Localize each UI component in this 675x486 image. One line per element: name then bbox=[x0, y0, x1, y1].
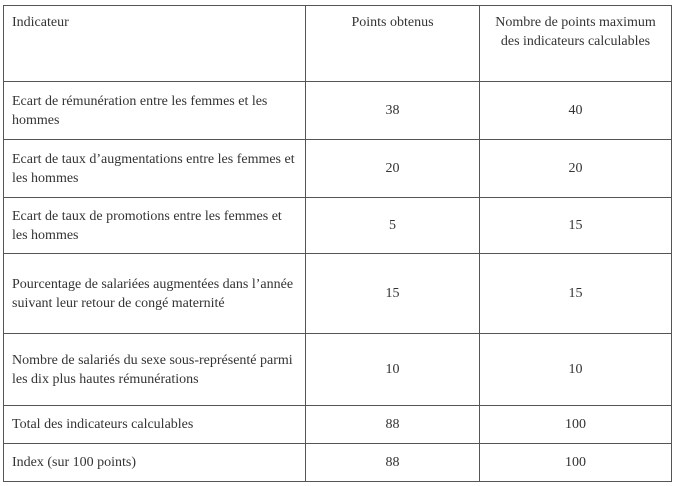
indicator-label: Total des indicateurs calculables bbox=[4, 406, 306, 444]
points-obtained: 38 bbox=[306, 82, 480, 140]
table-row bbox=[4, 198, 672, 254]
points-obtained: 20 bbox=[306, 140, 480, 198]
points-obtained: 10 bbox=[306, 334, 480, 406]
indicator-label: Ecart de taux de promotions entre les femmes et les hommes bbox=[4, 198, 306, 254]
header-points-obtenus: Points obtenus bbox=[306, 6, 480, 82]
points-maximum: 10 bbox=[480, 334, 672, 406]
points-maximum: 40 bbox=[480, 82, 672, 140]
points-maximum: 20 bbox=[480, 140, 672, 198]
table-row bbox=[4, 254, 672, 334]
table-row bbox=[4, 82, 672, 140]
table-row-total bbox=[4, 406, 672, 444]
points-obtained: 5 bbox=[306, 198, 480, 254]
points-maximum: 100 bbox=[480, 444, 672, 482]
points-obtained: 88 bbox=[306, 406, 480, 444]
table-row bbox=[4, 140, 672, 198]
indicator-label: Ecart de rémunération entre les femmes et les hommes bbox=[4, 82, 306, 140]
points-maximum: 100 bbox=[480, 406, 672, 444]
header-points-maximum: Nombre de points maximum des indicateurs calculables bbox=[480, 6, 672, 82]
indicators-table bbox=[3, 5, 672, 482]
points-obtained: 88 bbox=[306, 444, 480, 482]
points-maximum: 15 bbox=[480, 254, 672, 334]
table-row-index bbox=[4, 444, 672, 482]
table-row bbox=[4, 334, 672, 406]
indicator-label: Nombre de salariés du sexe sous-représenté parmi les dix plus hautes rémunérations bbox=[4, 334, 306, 406]
header-indicateur: Indicateur bbox=[4, 6, 306, 82]
indicator-label: Ecart de taux d’augmentations entre les femmes et les hommes bbox=[4, 140, 306, 198]
indicator-label: Pourcentage de salariées augmentées dans l’année suivant leur retour de congé maternité bbox=[4, 254, 306, 334]
points-maximum: 15 bbox=[480, 198, 672, 254]
table-header-row bbox=[4, 6, 672, 82]
points-obtained: 15 bbox=[306, 254, 480, 334]
indicator-label: Index (sur 100 points) bbox=[4, 444, 306, 482]
